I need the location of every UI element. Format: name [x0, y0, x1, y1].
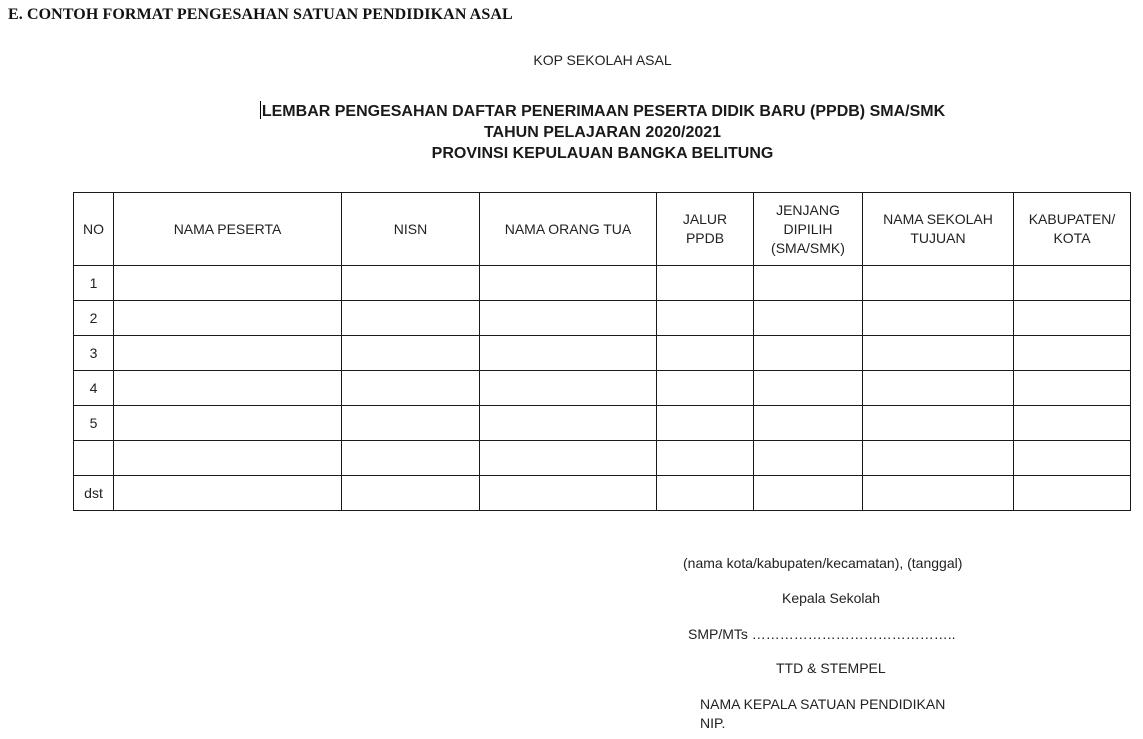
table-body [74, 266, 1131, 511]
column-header-line: NAMA SEKOLAH [883, 211, 993, 227]
table-row [74, 371, 1131, 406]
table-cell [754, 371, 863, 406]
column-header-line: NO [83, 220, 104, 237]
table-cell [754, 301, 863, 336]
school-name-line: SMP/MTs …………………………………….. [688, 626, 956, 642]
table-cell [480, 301, 657, 336]
column-header-line: JENJANG [776, 201, 840, 218]
title-line-1 [0, 101, 1143, 122]
table-cell [114, 406, 342, 441]
table-row [74, 476, 1131, 511]
table-cell [480, 476, 657, 511]
table-cell [1014, 476, 1131, 511]
table-cell [480, 406, 657, 441]
table-cell [480, 336, 657, 371]
table-cell [342, 476, 480, 511]
document-title [0, 101, 1143, 164]
table-cell [342, 406, 480, 441]
table-cell [657, 301, 754, 336]
column-header [863, 193, 1014, 266]
table-cell [342, 266, 480, 301]
row-number-cell: 1 [74, 266, 114, 301]
table-cell [863, 371, 1014, 406]
table-cell [1014, 371, 1131, 406]
table-cell [863, 266, 1014, 301]
table-cell [1014, 336, 1131, 371]
table-cell [114, 336, 342, 371]
table-cell [114, 476, 342, 511]
row-number-cell [74, 441, 114, 476]
table-cell [754, 476, 863, 511]
table-row [74, 266, 1131, 301]
table-cell [754, 266, 863, 301]
table-row [74, 301, 1131, 336]
column-header-line: DIPILIH [783, 220, 833, 237]
column-header-line: JALUR [682, 211, 728, 227]
table-cell [480, 371, 657, 406]
title-line-2: TAHUN PELAJARAN 2020/2021 [483, 124, 722, 141]
school-letterhead-placeholder: KOP SEKOLAH ASAL [533, 52, 672, 68]
column-header [657, 193, 754, 266]
table-cell [114, 441, 342, 476]
column-header-line: PPDB [685, 230, 725, 246]
table-cell [657, 266, 754, 301]
table-cell [1014, 406, 1131, 441]
table-cell [863, 476, 1014, 511]
table-cell [754, 336, 863, 371]
principal-name-label: NAMA KEPALA SATUAN PENDIDIKAN [700, 696, 946, 712]
title-line-3: PROVINSI KEPULAUAN BANGKA BELITUNG [431, 145, 774, 162]
column-header [114, 193, 342, 266]
row-number-cell: 2 [74, 301, 114, 336]
table-cell [342, 441, 480, 476]
table-cell [114, 371, 342, 406]
row-number-cell: 5 [74, 406, 114, 441]
column-header-line: KOTA [1053, 230, 1091, 246]
section-heading: E. CONTOH FORMAT PENGESAHAN SATUAN PENDIDIKAN ASAL [8, 6, 513, 23]
table-cell [657, 336, 754, 371]
table-cell [480, 441, 657, 476]
table-cell [863, 441, 1014, 476]
column-header-line: TUJUAN [910, 230, 966, 246]
row-number-cell: dst [74, 476, 114, 511]
column-header-line: NISN [393, 220, 428, 237]
table-row [74, 406, 1131, 441]
table-header-row [74, 193, 1131, 266]
table-cell [342, 301, 480, 336]
table-cell [114, 301, 342, 336]
column-header-line: (SMA/SMK) [771, 239, 845, 256]
column-header-line: KABUPATEN/ [1028, 211, 1116, 227]
table-cell [657, 406, 754, 441]
table-row [74, 441, 1131, 476]
signature-stamp-label: TTD & STEMPEL [776, 660, 886, 676]
table-cell [480, 266, 657, 301]
place-date-line: (nama kota/kabupaten/kecamatan), (tanggal) [683, 555, 963, 571]
column-header-line: NAMA PESERTA [173, 220, 282, 237]
principal-position: Kepala Sekolah [782, 590, 881, 606]
table-cell [657, 476, 754, 511]
column-header [1014, 193, 1131, 266]
table-cell [1014, 441, 1131, 476]
row-number-cell: 4 [74, 371, 114, 406]
column-header [754, 193, 863, 266]
participant-table [73, 192, 1131, 511]
table-cell [657, 371, 754, 406]
row-number-cell: 3 [74, 336, 114, 371]
column-header [342, 193, 480, 266]
column-header [74, 193, 114, 266]
table-cell [863, 406, 1014, 441]
title-line-1-text: LEMBAR PENGESAHAN DAFTAR PENERIMAAN PESERTA DIDIK BARU (PPDB) SMA/SMK [261, 103, 946, 120]
table-cell [863, 301, 1014, 336]
table-cell [754, 406, 863, 441]
table-row [74, 336, 1131, 371]
table-cell [754, 441, 863, 476]
table-cell [342, 336, 480, 371]
text-cursor [260, 101, 261, 119]
table-cell [1014, 301, 1131, 336]
table-cell [114, 266, 342, 301]
table-cell [1014, 266, 1131, 301]
column-header-line: NAMA ORANG TUA [504, 220, 632, 237]
table-cell [657, 441, 754, 476]
nip-label: NIP. [700, 715, 726, 731]
table-cell [863, 336, 1014, 371]
column-header [480, 193, 657, 266]
table-cell [342, 371, 480, 406]
